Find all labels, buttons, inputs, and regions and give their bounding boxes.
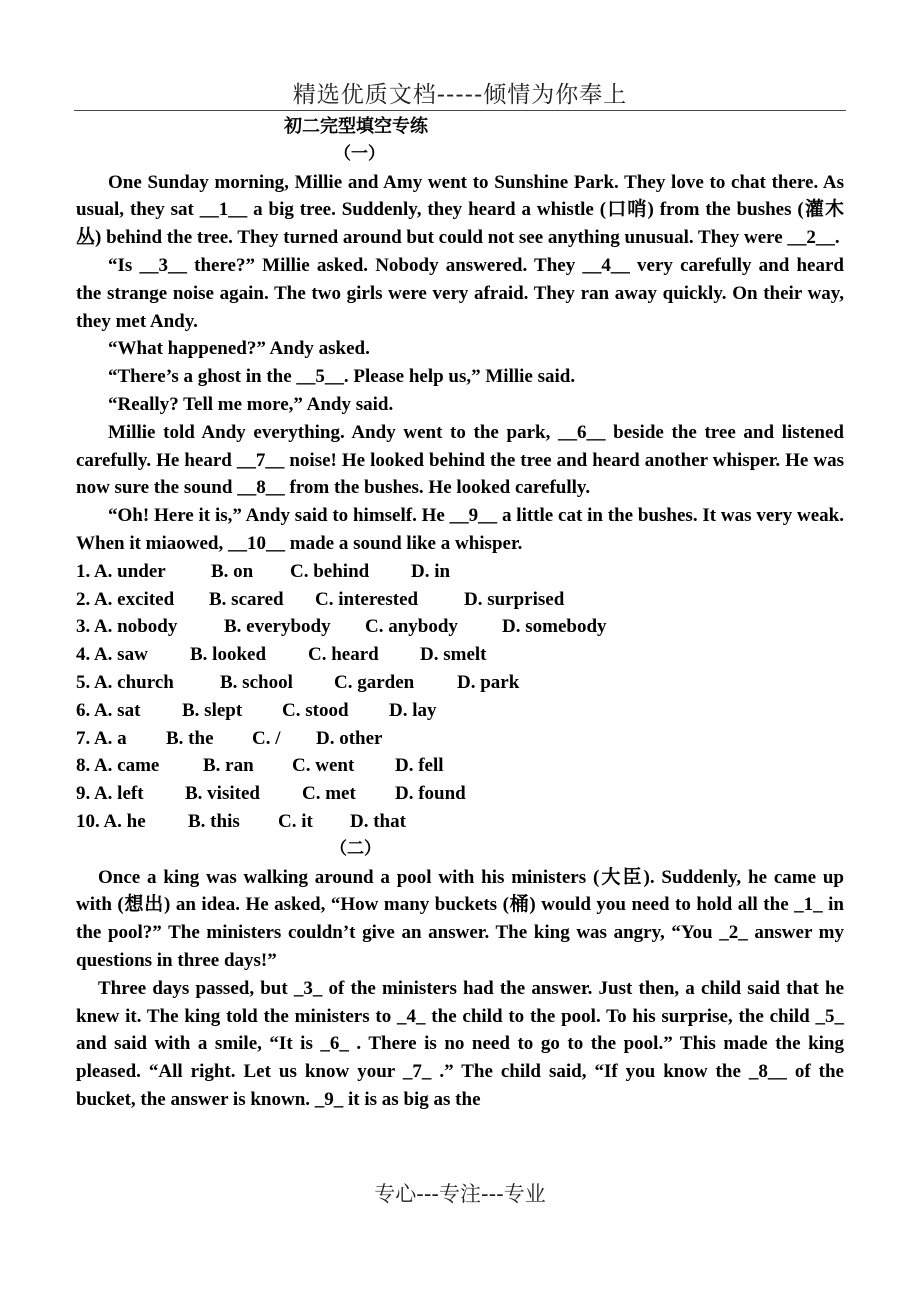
option-row-5 <box>76 669 844 697</box>
option-c: C. stood <box>282 699 349 721</box>
option-d: D. other <box>316 727 383 749</box>
page-footer: 专心---专注---专业 <box>374 1182 546 1206</box>
header-divider <box>74 110 846 111</box>
document-title: 初二完型填空专练 <box>284 116 428 137</box>
answer-options-list <box>76 558 844 836</box>
option-a: 5. A. church <box>76 671 174 693</box>
option-c: C. went <box>292 755 355 777</box>
option-b: B. looked <box>190 644 267 666</box>
section-1-dialogue-2: “There’s a ghost in the __5__. Please help us,” Millie said. <box>108 366 576 388</box>
section-1-paragraph-3: Millie told Andy everything. Andy went to the park, __6__ beside the tree and listened carefully. He heard __7__ noise! He looked behind the tree and heard another whisper. He was now sure the sound __8__ from the bushes. He looked carefully. <box>76 421 844 499</box>
option-d: D. smelt <box>420 644 487 666</box>
option-row-6 <box>76 697 844 725</box>
option-a: 6. A. sat <box>76 699 141 721</box>
option-row-1 <box>76 558 844 586</box>
option-b: B. visited <box>185 783 260 805</box>
option-d: D. that <box>350 810 406 832</box>
section-2-paragraph-1: Once a king was walking around a pool with his ministers (大臣). Suddenly, he came up with (想出) an idea. He asked, “How many buckets (桶) would you need to hold all the _1_ in the pool?” The ministers couldn’t give an answer. The king was angry, “You _2_ answer my questions in three days!” <box>76 866 844 971</box>
option-a: 3. A. nobody <box>76 616 178 638</box>
option-d: D. in <box>411 560 451 582</box>
option-d: D. fell <box>395 755 444 777</box>
section-1-dialogue-1: “What happened?” Andy asked. <box>108 338 370 360</box>
option-d: D. park <box>457 671 520 693</box>
section-1-paragraph-4: “Oh! Here it is,” Andy said to himself. He __9__ a little cat in the bushes. It was very weak. When it miaowed, __10__ made a sound like a whisper. <box>76 505 844 554</box>
option-c: C. garden <box>334 671 415 693</box>
option-d: D. lay <box>389 699 437 721</box>
option-row-9 <box>76 780 844 808</box>
section-2-label: （二） <box>330 838 381 859</box>
option-d: D. found <box>395 783 466 805</box>
option-c: C. it <box>278 810 313 832</box>
document-body <box>76 113 844 1114</box>
section-1-paragraph-1: One Sunday morning, Millie and Amy went to Sunshine Park. They love to chat there. As usual, they sat __1__ a big tree. Suddenly, they heard a whistle (口哨) from the bushes (灌木丛) behind the tree. They turned around but could not see anything unusual. They were __2__. <box>76 171 844 249</box>
option-row-7 <box>76 725 844 753</box>
option-c: C. met <box>302 783 356 805</box>
option-c: C. anybody <box>365 616 458 638</box>
option-a: 4. A. saw <box>76 644 148 666</box>
option-a: 10. A. he <box>76 810 146 832</box>
page-header: 精选优质文档-----倾情为你奉上 <box>292 82 628 108</box>
section-1-dialogue-3: “Really? Tell me more,” Andy said. <box>108 393 394 415</box>
option-a: 2. A. excited <box>76 588 175 610</box>
option-row-8 <box>76 752 844 780</box>
option-a: 7. A. a <box>76 727 127 749</box>
option-b: B. the <box>166 727 214 749</box>
option-d: D. somebody <box>502 616 607 638</box>
option-b: B. on <box>211 560 254 582</box>
option-b: B. ran <box>203 755 254 777</box>
option-b: B. school <box>220 671 293 693</box>
section-2-paragraph-2: Three days passed, but _3_ of the ministers had the answer. Just then, a child said that he knew it. The king told the ministers to _4_ the child to the pool. To his surprise, the child _5_ and said with a smile, “It is _6_ . There is no need to go to the pool.” This made the king pleased. “All right. Let us know your _7_ .” The child said, “If you know the _8__ of the bucket, the answer is known. _9_ it is as big as the <box>76 977 844 1110</box>
option-row-3 <box>76 613 844 641</box>
option-b: B. scared <box>209 588 284 610</box>
option-c: C. heard <box>308 644 379 666</box>
option-b: B. slept <box>182 699 243 721</box>
option-c: C. / <box>252 727 281 749</box>
option-b: B. everybody <box>224 616 331 638</box>
option-row-2 <box>76 586 844 614</box>
option-a: 8. A. came <box>76 755 160 777</box>
option-row-10 <box>76 808 844 836</box>
option-b: B. this <box>188 810 240 832</box>
option-a: 9. A. left <box>76 783 144 805</box>
section-1-paragraph-2: “Is __3__ there?” Millie asked. Nobody answered. They __4__ very carefully and heard the strange noise again. The two girls were very afraid. They ran away quickly. On their way, they met Andy. <box>76 254 844 332</box>
option-c: C. behind <box>290 560 370 582</box>
section-1-label: （一） <box>334 143 385 164</box>
option-d: D. surprised <box>464 588 565 610</box>
option-row-4 <box>76 641 844 669</box>
option-c: C. interested <box>315 588 419 610</box>
option-a: 1. A. under <box>76 560 166 582</box>
